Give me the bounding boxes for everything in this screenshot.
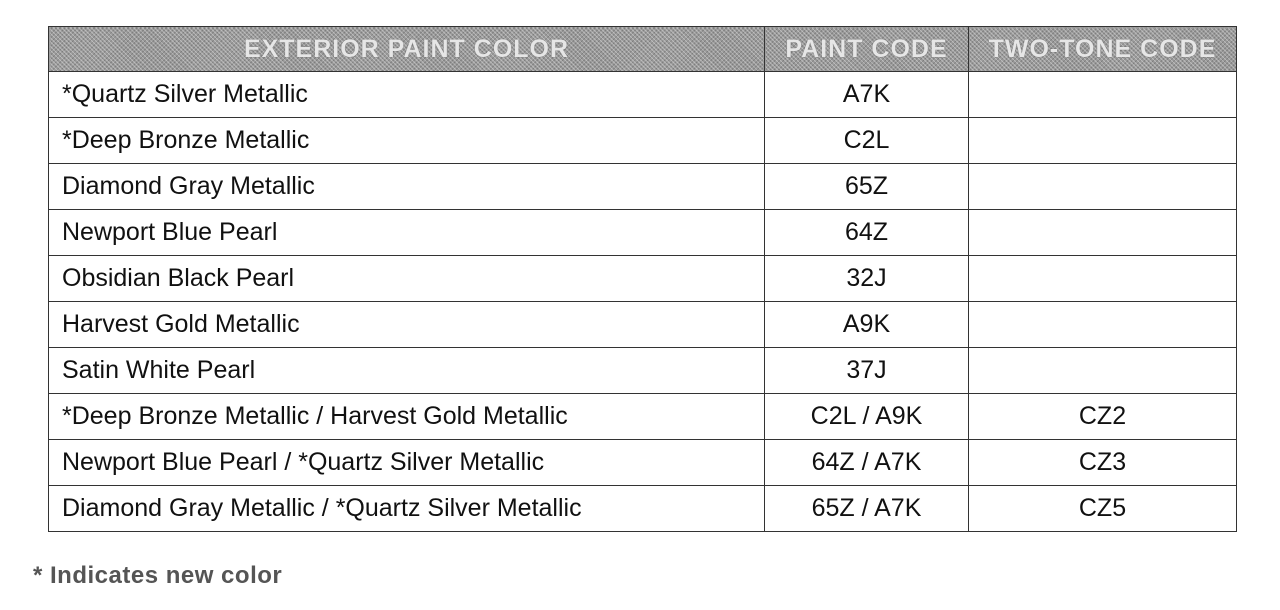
table-header [49, 27, 1237, 72]
header-two-tone-code: TWO-TONE CODE [969, 27, 1237, 72]
paint-color-cell: *Deep Bronze Metallic [49, 118, 765, 164]
paint-color-cell: Satin White Pearl [49, 348, 765, 394]
paint-color-cell: *Quartz Silver Metallic [49, 72, 765, 118]
table-row [49, 394, 1237, 440]
table-row [49, 302, 1237, 348]
two-tone-code-cell [969, 118, 1237, 164]
table-body [49, 72, 1237, 532]
paint-color-cell: Diamond Gray Metallic / *Quartz Silver Metallic [49, 486, 765, 532]
table-row [49, 164, 1237, 210]
paint-code-cell: 64Z [765, 210, 969, 256]
paint-color-cell: Harvest Gold Metallic [49, 302, 765, 348]
two-tone-code-cell [969, 210, 1237, 256]
two-tone-code-cell [969, 164, 1237, 210]
header-exterior-paint-color: EXTERIOR PAINT COLOR [49, 27, 765, 72]
paint-code-cell: C2L [765, 118, 969, 164]
paint-color-cell: *Deep Bronze Metallic / Harvest Gold Metallic [49, 394, 765, 440]
two-tone-code-cell [969, 256, 1237, 302]
paint-color-cell: Obsidian Black Pearl [49, 256, 765, 302]
table-row [49, 210, 1237, 256]
paint-code-cell: 32J [765, 256, 969, 302]
table-row [49, 440, 1237, 486]
two-tone-code-cell: CZ3 [969, 440, 1237, 486]
two-tone-code-cell: CZ5 [969, 486, 1237, 532]
paint-code-cell: 65Z [765, 164, 969, 210]
paint-color-table [48, 26, 1237, 532]
two-tone-code-cell: CZ2 [969, 394, 1237, 440]
paint-code-cell: 65Z / A7K [765, 486, 969, 532]
new-color-footnote: * Indicates new color [33, 562, 283, 589]
paint-code-cell: A7K [765, 72, 969, 118]
two-tone-code-cell [969, 72, 1237, 118]
table-row [49, 118, 1237, 164]
paint-code-cell: 37J [765, 348, 969, 394]
table-row [49, 348, 1237, 394]
paint-code-cell: A9K [765, 302, 969, 348]
paint-color-cell: Newport Blue Pearl / *Quartz Silver Metallic [49, 440, 765, 486]
header-row [49, 27, 1237, 72]
paint-color-cell: Newport Blue Pearl [49, 210, 765, 256]
paint-color-cell: Diamond Gray Metallic [49, 164, 765, 210]
two-tone-code-cell [969, 348, 1237, 394]
table-row [49, 72, 1237, 118]
table-row [49, 256, 1237, 302]
table-row [49, 486, 1237, 532]
two-tone-code-cell [969, 302, 1237, 348]
header-paint-code: PAINT CODE [765, 27, 969, 72]
paint-code-cell: C2L / A9K [765, 394, 969, 440]
paint-code-cell: 64Z / A7K [765, 440, 969, 486]
